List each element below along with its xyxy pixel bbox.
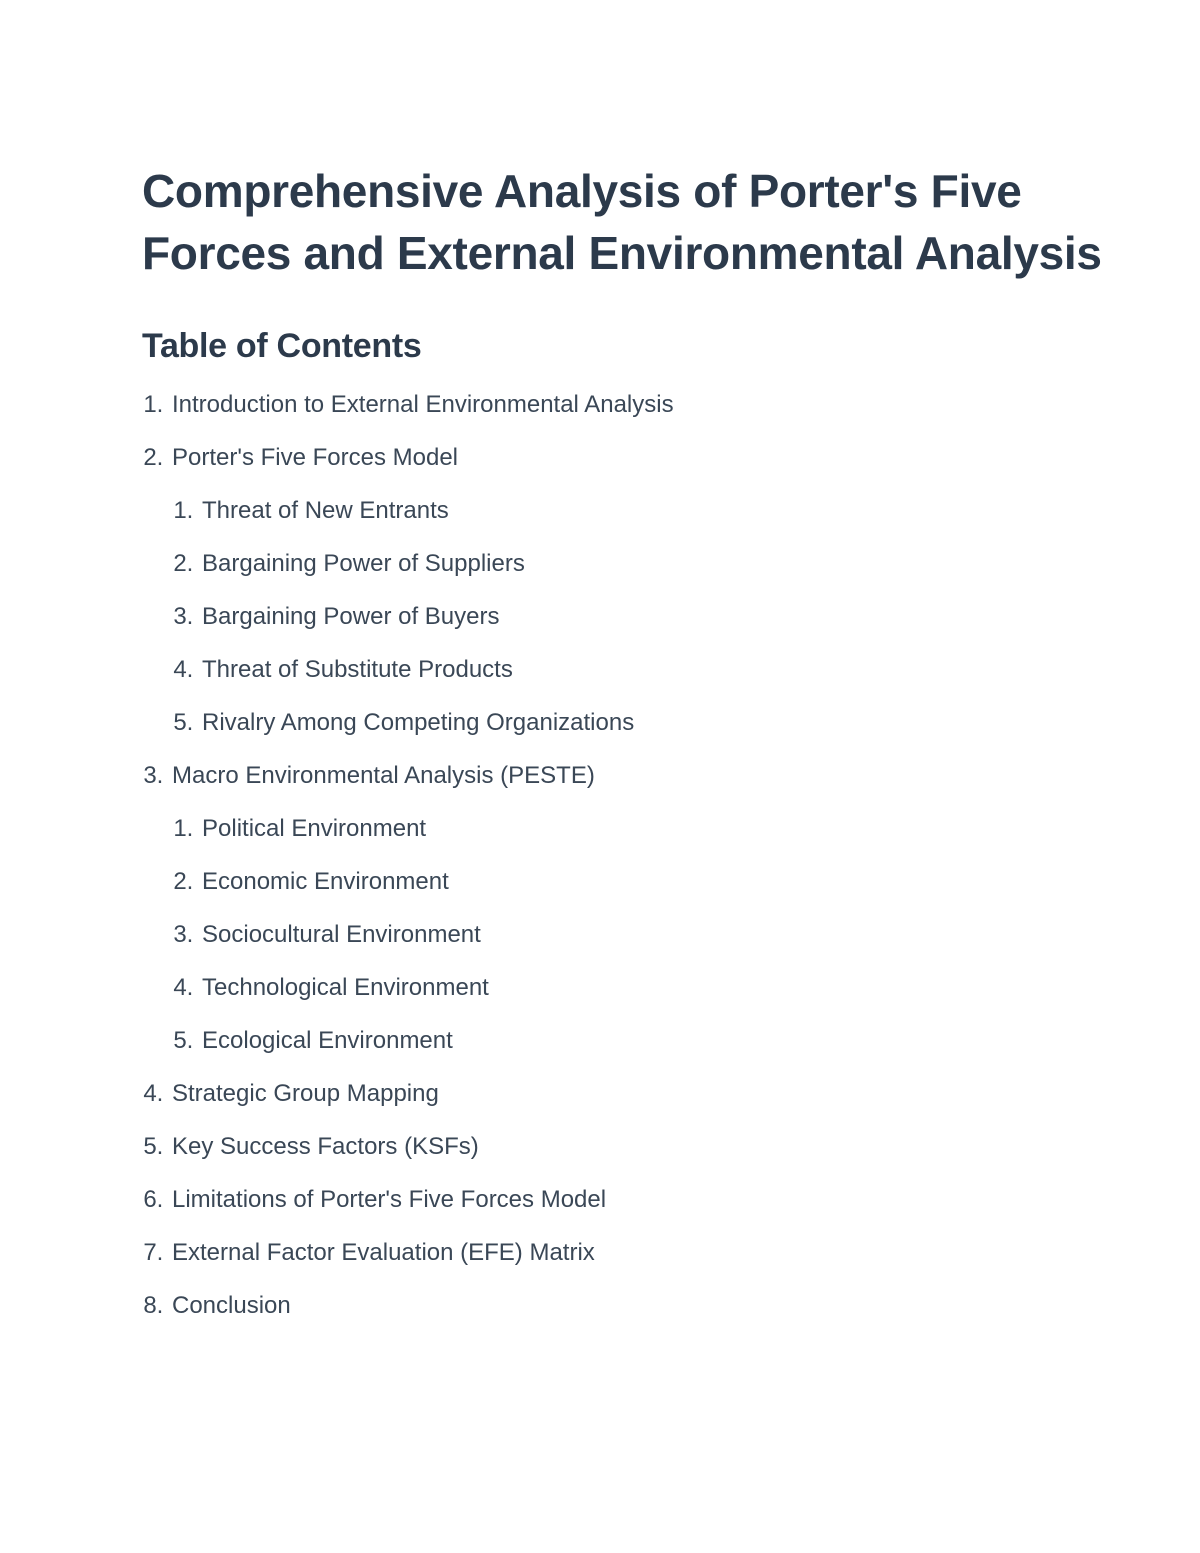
toc-item — [142, 390, 1102, 443]
toc-item-label: Bargaining Power of Buyers — [202, 603, 500, 630]
toc-item — [142, 1291, 1102, 1344]
toc-heading: Table of Contents — [142, 327, 422, 365]
toc-subitem — [142, 920, 1102, 973]
toc-item-number: 1. — [173, 497, 194, 524]
toc-item-number: 2. — [173, 868, 194, 895]
toc-item-number: 3. — [173, 921, 194, 948]
toc-subitem — [142, 602, 1102, 655]
toc-item-label: Economic Environment — [202, 868, 449, 895]
toc-item-number: 2. — [173, 550, 194, 577]
toc-subitem — [142, 549, 1102, 602]
toc-item-number: 4. — [173, 656, 194, 683]
toc-item-number: 5. — [173, 709, 194, 736]
toc-subitem — [142, 1026, 1102, 1079]
toc-item-label: Ecological Environment — [202, 1027, 453, 1054]
toc-item-number: 5. — [173, 1027, 194, 1054]
toc-item-number: 1. — [173, 815, 194, 842]
toc-item — [142, 1185, 1102, 1238]
toc-item-label: Limitations of Porter's Five Forces Model — [172, 1186, 607, 1213]
toc-item-label: Introduction to External Environmental Analysis — [172, 391, 674, 418]
toc-item — [142, 1238, 1102, 1291]
toc-item-number: 3. — [173, 603, 194, 630]
toc-item-label: External Factor Evaluation (EFE) Matrix — [172, 1239, 595, 1266]
document-page — [142, 160, 1102, 1344]
toc-item-number: 4. — [143, 1080, 164, 1107]
toc-item — [142, 443, 1102, 496]
toc-item-label: Technological Environment — [202, 974, 489, 1001]
toc-subitem — [142, 655, 1102, 708]
toc-item-label: Rivalry Among Competing Organizations — [202, 709, 635, 736]
toc-item-label: Political Environment — [202, 815, 427, 842]
toc-item — [142, 1132, 1102, 1185]
toc-item — [142, 761, 1102, 814]
toc-item-number: 1. — [143, 391, 164, 418]
toc-item-number: 5. — [143, 1133, 164, 1160]
toc-item-label: Macro Environmental Analysis (PESTE) — [172, 762, 595, 789]
toc-item-label: Strategic Group Mapping — [172, 1080, 439, 1107]
toc-item-label: Key Success Factors (KSFs) — [172, 1133, 479, 1160]
document-title: Comprehensive Analysis of Porter's Five Forces and External Environmental Analysis — [142, 165, 1102, 279]
toc-item-label: Threat of New Entrants — [202, 497, 449, 524]
toc-item-number: 7. — [143, 1239, 164, 1266]
table-of-contents — [142, 390, 1102, 1344]
toc-subitem — [142, 867, 1102, 920]
toc-item-label: Bargaining Power of Suppliers — [202, 550, 525, 577]
toc-item-label: Sociocultural Environment — [202, 921, 481, 948]
toc-item-label: Threat of Substitute Products — [202, 656, 513, 683]
toc-subitem — [142, 496, 1102, 549]
toc-item-number: 3. — [143, 762, 164, 789]
toc-subitem — [142, 814, 1102, 867]
toc-item-label: Conclusion — [172, 1292, 291, 1319]
toc-item — [142, 1079, 1102, 1132]
toc-item-number: 6. — [143, 1186, 164, 1213]
toc-item-number: 8. — [143, 1292, 164, 1319]
toc-subitem — [142, 973, 1102, 1026]
toc-subitem — [142, 708, 1102, 761]
toc-item-label: Porter's Five Forces Model — [172, 444, 458, 471]
toc-item-number: 4. — [173, 974, 194, 1001]
toc-item-number: 2. — [143, 444, 164, 471]
